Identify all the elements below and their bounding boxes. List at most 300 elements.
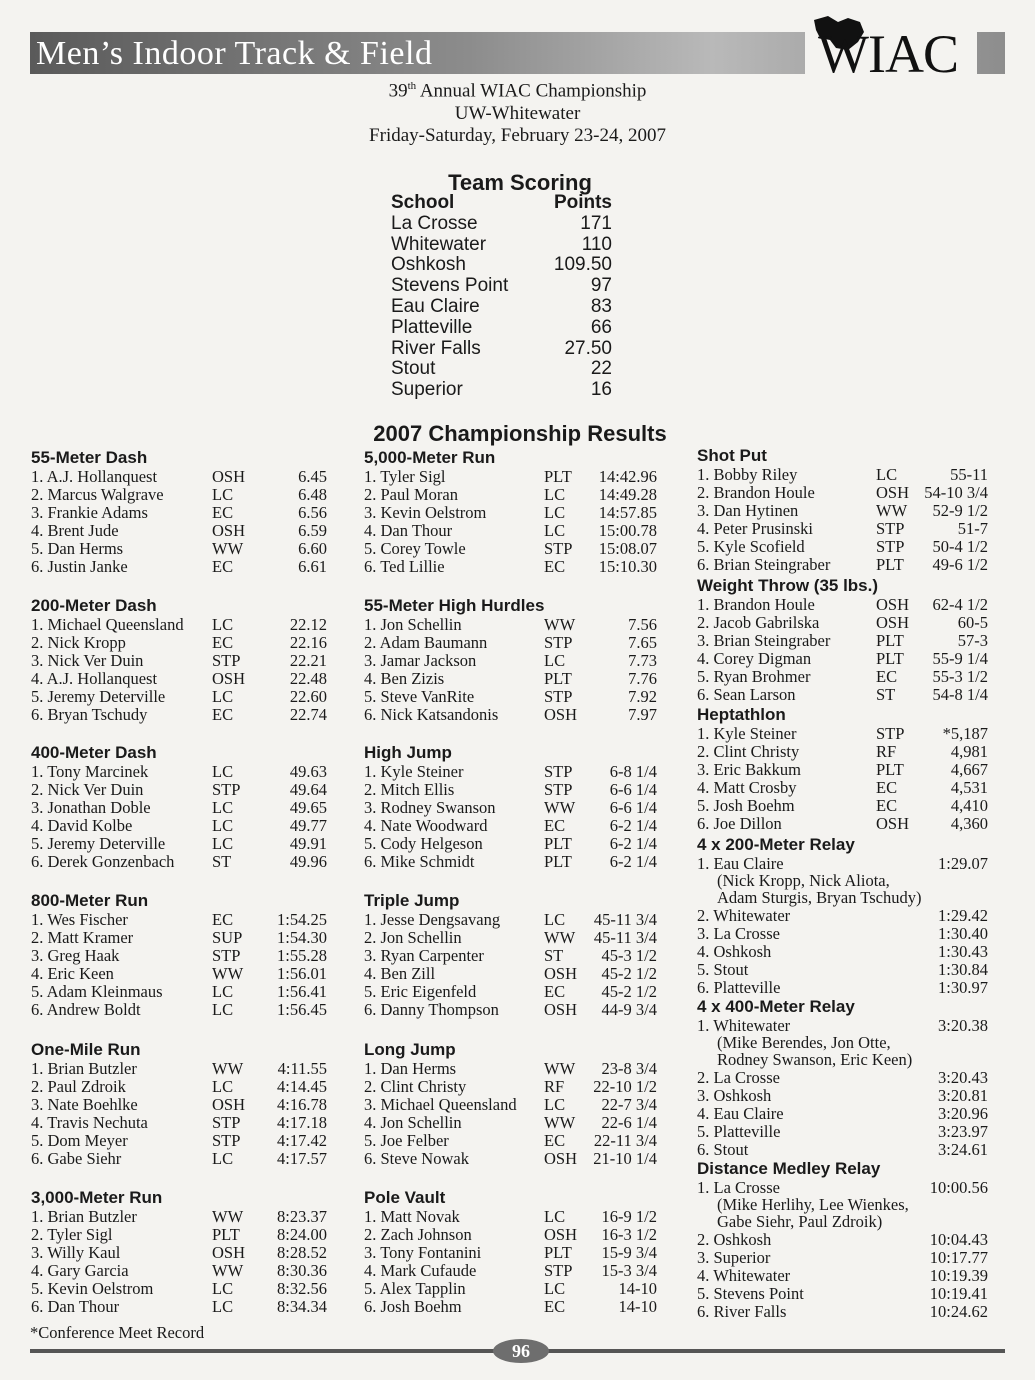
result-mark: 14-10 — [618, 1297, 657, 1317]
result-row — [364, 652, 659, 670]
team-school: Oshkosh — [391, 254, 466, 276]
result-row — [31, 1208, 329, 1226]
team-points: 83 — [590, 295, 612, 317]
school-abbr: STP — [876, 724, 905, 743]
team-score-row — [391, 214, 612, 235]
athlete-name: 3. Jonathan Doble — [31, 798, 151, 818]
school-abbr: EC — [544, 1297, 566, 1317]
school-abbr: EC — [212, 910, 234, 929]
result-mark: 7.76 — [628, 669, 657, 689]
athlete-name: 3. Kevin Oelstrom — [364, 503, 487, 523]
team-score-row — [391, 359, 612, 380]
result-mark: 7.56 — [628, 615, 657, 634]
school-abbr: EC — [876, 778, 898, 798]
athlete-name: 3. Brian Steingraber — [697, 631, 831, 651]
event-block — [364, 1188, 659, 1317]
team-score-row — [391, 235, 612, 256]
result-row — [31, 929, 329, 947]
result-mark: 4,360 — [950, 814, 988, 834]
result-mark: 55-3 1/2 — [932, 667, 988, 687]
result-row — [31, 1114, 329, 1132]
result-mark: 15-3 3/4 — [601, 1261, 657, 1281]
athlete-name: 6. Steve Nowak — [364, 1149, 469, 1169]
athlete-name: 4. Oshkosh — [697, 941, 772, 961]
result-row — [697, 779, 990, 797]
athlete-name: 6. Brian Steingraber — [697, 555, 831, 575]
event-block — [31, 596, 329, 725]
result-mark: 1:30.43 — [938, 941, 988, 961]
result-mark: 1:30.97 — [938, 978, 988, 998]
athlete-name: 2. Jacob Gabrilska — [697, 613, 820, 633]
result-row — [697, 1105, 990, 1123]
athlete-name: 3. Dan Hytinen — [697, 501, 799, 521]
result-mark: *5,187 — [942, 724, 988, 743]
athlete-name: 4. Travis Nechuta — [31, 1113, 148, 1133]
school-abbr: OSH — [212, 1095, 246, 1115]
school-abbr: OSH — [212, 669, 246, 689]
result-row — [31, 540, 329, 558]
athlete-name: 3. Michael Queensland — [364, 1095, 517, 1115]
school-abbr: OSH — [544, 964, 578, 984]
result-row — [364, 835, 659, 853]
result-mark: 3:23.97 — [938, 1121, 988, 1141]
result-row — [364, 706, 659, 724]
school-abbr: WW — [544, 928, 576, 948]
athlete-name: 4. Nate Woodward — [364, 816, 488, 836]
school-abbr: EC — [212, 633, 234, 653]
athlete-name: 3. Nate Boehlke — [31, 1095, 138, 1115]
athlete-name: 6. River Falls — [697, 1302, 787, 1322]
athlete-name: 4. Matt Crosby — [697, 778, 797, 798]
school-abbr: WW — [212, 539, 244, 559]
result-row — [364, 911, 659, 929]
school-abbr: PLT — [544, 834, 572, 854]
result-row — [697, 502, 990, 520]
result-row — [697, 614, 990, 632]
result-row — [364, 1001, 659, 1019]
team-score-row — [391, 380, 612, 401]
school-abbr: STP — [212, 1131, 241, 1151]
athlete-name: 3. Nick Ver Duin — [31, 651, 144, 671]
result-mark: 1:55.28 — [277, 946, 327, 966]
event-title: 800-Meter Run — [31, 891, 149, 910]
result-row — [31, 983, 329, 1001]
result-mark: 10:24.62 — [929, 1302, 988, 1322]
meet-name: 39th Annual WIAC Championship — [388, 80, 647, 102]
result-row — [697, 725, 990, 743]
result-row — [697, 1141, 990, 1159]
result-row — [364, 1262, 659, 1280]
result-mark: 3:20.96 — [938, 1103, 988, 1123]
team-scoring-title: Team Scoring — [448, 170, 592, 195]
result-mark: 1:56.41 — [277, 982, 327, 1002]
result-row — [31, 911, 329, 929]
result-row — [31, 670, 329, 688]
result-mark: 1:29.07 — [938, 854, 988, 873]
result-mark: 55-11 — [950, 465, 988, 484]
event-block — [697, 705, 990, 834]
school-abbr: PLT — [544, 467, 572, 486]
result-row — [697, 1249, 990, 1267]
result-mark: 8:32.56 — [277, 1279, 327, 1299]
result-mark: 21-10 1/4 — [593, 1149, 657, 1169]
athlete-name: 4. Gary Garcia — [31, 1261, 129, 1281]
relay-members: Gabe Siehr, Paul Zdroik) — [717, 1211, 883, 1231]
event-title: 4 x 400-Meter Relay — [697, 997, 855, 1016]
athlete-name: 5. Cody Helgeson — [364, 834, 483, 854]
result-mark: 1:56.01 — [277, 964, 327, 984]
result-mark: 10:17.77 — [929, 1247, 988, 1267]
result-mark: 23-8 3/4 — [601, 1059, 657, 1078]
result-row — [31, 1001, 329, 1019]
athlete-name: 2. Paul Zdroik — [31, 1077, 126, 1097]
team-points: 27.50 — [564, 337, 612, 359]
result-mark: 6.61 — [298, 557, 327, 577]
athlete-name: 1. Kyle Steiner — [364, 762, 464, 781]
team-points: 22 — [590, 358, 612, 380]
result-row — [364, 540, 659, 558]
result-row — [697, 484, 990, 502]
athlete-name: 5. Dan Herms — [31, 539, 124, 559]
school-abbr: LC — [212, 762, 234, 781]
team-school: Stevens Point — [391, 275, 509, 297]
wiac-logo-text: WIAC — [818, 24, 958, 84]
event-block — [697, 1159, 990, 1321]
athlete-name: 5. Jeremy Deterville — [31, 687, 166, 707]
athlete-name: 3. Willy Kaul — [31, 1243, 121, 1263]
result-mark: 1:29.42 — [938, 905, 988, 925]
school-abbr: OSH — [876, 483, 910, 503]
result-row — [364, 1244, 659, 1262]
athlete-name: 4. Mark Cufaude — [364, 1261, 477, 1281]
result-mark: 8:24.00 — [277, 1225, 327, 1245]
school-abbr: EC — [876, 796, 898, 816]
event-block — [697, 576, 990, 705]
page-title: Men’s Indoor Track & Field — [36, 35, 433, 72]
result-mark: 7.97 — [628, 705, 657, 725]
school-abbr: LC — [212, 816, 234, 836]
school-abbr: LC — [212, 982, 234, 1002]
athlete-name: 3. Jamar Jackson — [364, 651, 477, 671]
result-row — [31, 1262, 329, 1280]
athlete-name: 3. Oshkosh — [697, 1085, 772, 1105]
athlete-name: 6. Mike Schmidt — [364, 852, 475, 872]
result-mark: 14:42.96 — [598, 467, 657, 486]
result-row — [31, 947, 329, 965]
athlete-name: 6. Andrew Boldt — [31, 1000, 141, 1020]
school-abbr: PLT — [876, 631, 904, 651]
result-mark: 8:30.36 — [277, 1261, 327, 1281]
result-row — [31, 835, 329, 853]
result-mark: 22-11 3/4 — [593, 1131, 657, 1151]
relay-members: (Nick Kropp, Nick Aliota, — [717, 871, 890, 891]
athlete-name: 5. Kyle Scofield — [697, 537, 805, 557]
school-abbr: SUP — [212, 928, 243, 948]
athlete-name: 5. Corey Towle — [364, 539, 466, 559]
points-column-header: Points — [553, 192, 612, 213]
event-block — [697, 835, 990, 997]
athlete-name: 5. Joe Felber — [364, 1131, 449, 1151]
athlete-name: 6. Ted Lillie — [364, 557, 445, 577]
result-row — [364, 1060, 659, 1078]
result-mark: 55-9 1/4 — [932, 649, 988, 669]
result-row — [364, 1096, 659, 1114]
result-row — [364, 1114, 659, 1132]
athlete-name: 3. Frankie Adams — [31, 503, 148, 523]
school-abbr: PLT — [876, 555, 904, 575]
relay-members: Adam Sturgis, Bryan Tschudy) — [717, 887, 922, 907]
athlete-name: 2. Nick Ver Duin — [31, 780, 144, 800]
school-abbr: RF — [876, 742, 897, 762]
school-abbr: LC — [544, 651, 566, 671]
event-block — [364, 596, 659, 725]
athlete-name: 3. La Crosse — [697, 923, 780, 943]
result-row — [31, 1060, 329, 1078]
school-abbr: STP — [544, 633, 573, 653]
school-abbr: WW — [544, 1113, 576, 1133]
result-mark: 14:57.85 — [598, 503, 657, 523]
athlete-name: 1. Jon Schellin — [364, 615, 462, 634]
event-title: Long Jump — [364, 1040, 456, 1059]
result-row — [697, 743, 990, 761]
school-abbr: OSH — [876, 814, 910, 834]
athlete-name: 6. Josh Boehm — [364, 1297, 462, 1317]
athlete-name: 5. Steve VanRite — [364, 687, 475, 707]
school-abbr: PLT — [544, 669, 572, 689]
result-row — [697, 1123, 990, 1141]
school-abbr: PLT — [544, 852, 572, 872]
result-mark: 14-10 — [618, 1279, 657, 1299]
event-title: Distance Medley Relay — [697, 1159, 881, 1178]
school-abbr: LC — [212, 687, 234, 707]
result-mark: 49.63 — [289, 762, 327, 781]
athlete-name: 5. Alex Tapplin — [364, 1279, 466, 1299]
result-row — [31, 763, 329, 781]
result-row — [364, 1150, 659, 1168]
result-mark: 57-3 — [957, 631, 988, 651]
result-mark: 6-6 1/4 — [609, 780, 657, 800]
result-row — [31, 1078, 329, 1096]
event-title: 55-Meter Dash — [31, 448, 148, 467]
athlete-name: 2. Zach Johnson — [364, 1225, 472, 1245]
school-abbr: LC — [212, 1297, 234, 1317]
result-mark: 49.65 — [289, 798, 327, 818]
school-abbr: OSH — [212, 467, 246, 486]
relay-members: Rodney Swanson, Eric Keen) — [717, 1049, 913, 1069]
result-row — [31, 1280, 329, 1298]
school-abbr: OSH — [876, 613, 910, 633]
result-mark: 52-9 1/2 — [932, 501, 988, 521]
athlete-name: 6. Gabe Siehr — [31, 1149, 122, 1169]
athlete-name: 5. Dom Meyer — [31, 1131, 128, 1151]
result-row — [364, 616, 659, 634]
result-mark: 22-6 1/4 — [601, 1113, 657, 1133]
result-mark: 62-4 1/2 — [932, 595, 988, 614]
school-abbr: OSH — [876, 595, 910, 614]
result-row — [364, 817, 659, 835]
team-score-row — [391, 318, 612, 339]
relay-members: (Mike Herlihy, Lee Wienkes, — [717, 1195, 909, 1215]
result-mark: 4,410 — [950, 796, 988, 816]
result-row — [697, 1285, 990, 1303]
result-mark: 3:20.38 — [938, 1016, 988, 1035]
result-mark: 4:11.55 — [277, 1059, 327, 1078]
school-abbr: LC — [212, 615, 234, 634]
school-abbr: LC — [544, 1207, 566, 1226]
school-abbr: WW — [544, 615, 576, 634]
athlete-name: 3. Ryan Carpenter — [364, 946, 484, 966]
result-row — [697, 556, 990, 574]
school-abbr: PLT — [544, 1243, 572, 1263]
school-column-header: School — [391, 192, 455, 213]
event-block — [697, 997, 990, 1159]
event-title: Heptathlon — [697, 705, 786, 724]
event-block — [31, 1040, 329, 1169]
event-block — [31, 743, 329, 872]
result-mark: 3:24.61 — [938, 1140, 988, 1160]
athlete-name: 4. David Kolbe — [31, 816, 133, 836]
result-mark: 6-8 1/4 — [609, 762, 657, 781]
result-mark: 49.77 — [289, 816, 327, 836]
result-mark: 1:56.45 — [277, 1000, 327, 1020]
result-mark: 7.65 — [628, 633, 657, 653]
result-row — [697, 538, 990, 556]
school-abbr: OSH — [544, 705, 578, 725]
school-abbr: LC — [212, 798, 234, 818]
result-mark: 45-2 1/2 — [601, 982, 657, 1002]
school-abbr: ST — [212, 852, 232, 872]
result-mark: 4,531 — [950, 778, 988, 798]
athlete-name: 6. Justin Janke — [31, 557, 128, 577]
event-title: High Jump — [364, 743, 452, 762]
result-mark: 16-3 1/2 — [601, 1225, 657, 1245]
school-abbr: STP — [544, 762, 573, 781]
school-abbr: STP — [212, 946, 241, 966]
result-row — [31, 781, 329, 799]
athlete-name: 1. Dan Herms — [364, 1059, 457, 1078]
result-row — [697, 797, 990, 815]
team-school: Whitewater — [391, 233, 487, 255]
athlete-name: 2. Oshkosh — [697, 1229, 772, 1249]
school-abbr: STP — [544, 1261, 573, 1281]
result-mark: 54-10 3/4 — [924, 483, 988, 503]
result-mark: 45-2 1/2 — [601, 964, 657, 984]
result-mark: 22.21 — [289, 651, 327, 671]
school-abbr: STP — [212, 651, 241, 671]
result-mark: 10:19.39 — [929, 1265, 988, 1285]
athlete-name: 6. Sean Larson — [697, 685, 796, 705]
result-row — [697, 632, 990, 650]
result-row — [697, 1231, 990, 1249]
result-mark: 6.45 — [298, 467, 327, 486]
athlete-name: 5. Jeremy Deterville — [31, 834, 166, 854]
result-row — [364, 983, 659, 1001]
result-row — [364, 1208, 659, 1226]
result-mark: 22.48 — [289, 669, 327, 689]
result-mark: 10:00.56 — [929, 1178, 988, 1197]
athlete-name: 2. Paul Moran — [364, 485, 458, 505]
result-row — [364, 947, 659, 965]
athlete-name: 2. Clint Christy — [364, 1077, 467, 1097]
athlete-name: 6. Danny Thompson — [364, 1000, 499, 1020]
event-title: 400-Meter Dash — [31, 743, 157, 762]
school-abbr: EC — [876, 667, 898, 687]
result-mark: 1:54.25 — [277, 910, 327, 929]
athlete-name: 6. Stout — [697, 1140, 749, 1160]
school-abbr: LC — [544, 1279, 566, 1299]
school-abbr: LC — [212, 834, 234, 854]
result-mark: 1:54.30 — [277, 928, 327, 948]
school-abbr: WW — [212, 1207, 244, 1226]
result-row — [31, 706, 329, 724]
result-row — [364, 522, 659, 540]
school-abbr: STP — [876, 537, 905, 557]
result-row — [697, 520, 990, 538]
athlete-name: 5. Stout — [697, 959, 749, 979]
team-score-row — [391, 339, 612, 360]
school-abbr: WW — [212, 964, 244, 984]
school-abbr: WW — [212, 1261, 244, 1281]
result-mark: 6.48 — [298, 485, 327, 505]
result-row — [697, 925, 990, 943]
athlete-name: 5. Eric Eigenfeld — [364, 982, 477, 1002]
school-abbr: WW — [544, 798, 576, 818]
athlete-name: 2. Clint Christy — [697, 742, 800, 762]
school-abbr: STP — [876, 519, 905, 539]
result-mark: 3:20.43 — [938, 1067, 988, 1087]
footnote: *Conference Meet Record — [30, 1323, 205, 1342]
athlete-name: 2. Mitch Ellis — [364, 780, 455, 800]
result-mark: 45-11 3/4 — [593, 928, 657, 948]
athlete-name: 1. Whitewater — [697, 1016, 791, 1035]
result-row — [697, 1267, 990, 1285]
athlete-name: 5. Kevin Oelstrom — [31, 1279, 154, 1299]
result-mark: 4:17.57 — [277, 1149, 327, 1169]
team-scoring-header — [391, 193, 612, 214]
result-row — [697, 943, 990, 961]
result-mark: 8:23.37 — [277, 1207, 327, 1226]
result-mark: 10:04.43 — [929, 1229, 988, 1249]
team-school: Platteville — [391, 316, 473, 338]
result-mark: 15:00.78 — [598, 521, 657, 541]
result-row — [364, 853, 659, 871]
school-abbr: LC — [212, 1279, 234, 1299]
result-row — [31, 1132, 329, 1150]
result-mark: 4:14.45 — [277, 1077, 327, 1097]
athlete-name: 1. Bobby Riley — [697, 465, 798, 484]
result-row — [364, 763, 659, 781]
athlete-name: 2. Tyler Sigl — [31, 1225, 113, 1245]
school-abbr: ST — [544, 946, 564, 966]
result-row — [697, 961, 990, 979]
athlete-name: 3. Eric Bakkum — [697, 760, 802, 780]
athlete-name: 5. Stevens Point — [697, 1283, 804, 1303]
school-abbr: WW — [544, 1059, 576, 1078]
result-mark: 15-9 3/4 — [601, 1243, 657, 1263]
result-mark: 60-5 — [957, 613, 988, 633]
athlete-name: 6. Derek Gonzenbach — [31, 852, 175, 872]
event-block — [697, 446, 990, 575]
result-mark: 49.91 — [289, 834, 327, 854]
athlete-name: 4. A.J. Hollanquest — [31, 669, 158, 689]
school-abbr: STP — [544, 539, 573, 559]
event-block — [31, 448, 329, 577]
team-points: 66 — [590, 316, 612, 338]
results-title: 2007 Championship Results — [373, 421, 667, 446]
result-row — [697, 1087, 990, 1105]
athlete-name: 3. Rodney Swanson — [364, 798, 496, 818]
result-row — [31, 468, 329, 486]
